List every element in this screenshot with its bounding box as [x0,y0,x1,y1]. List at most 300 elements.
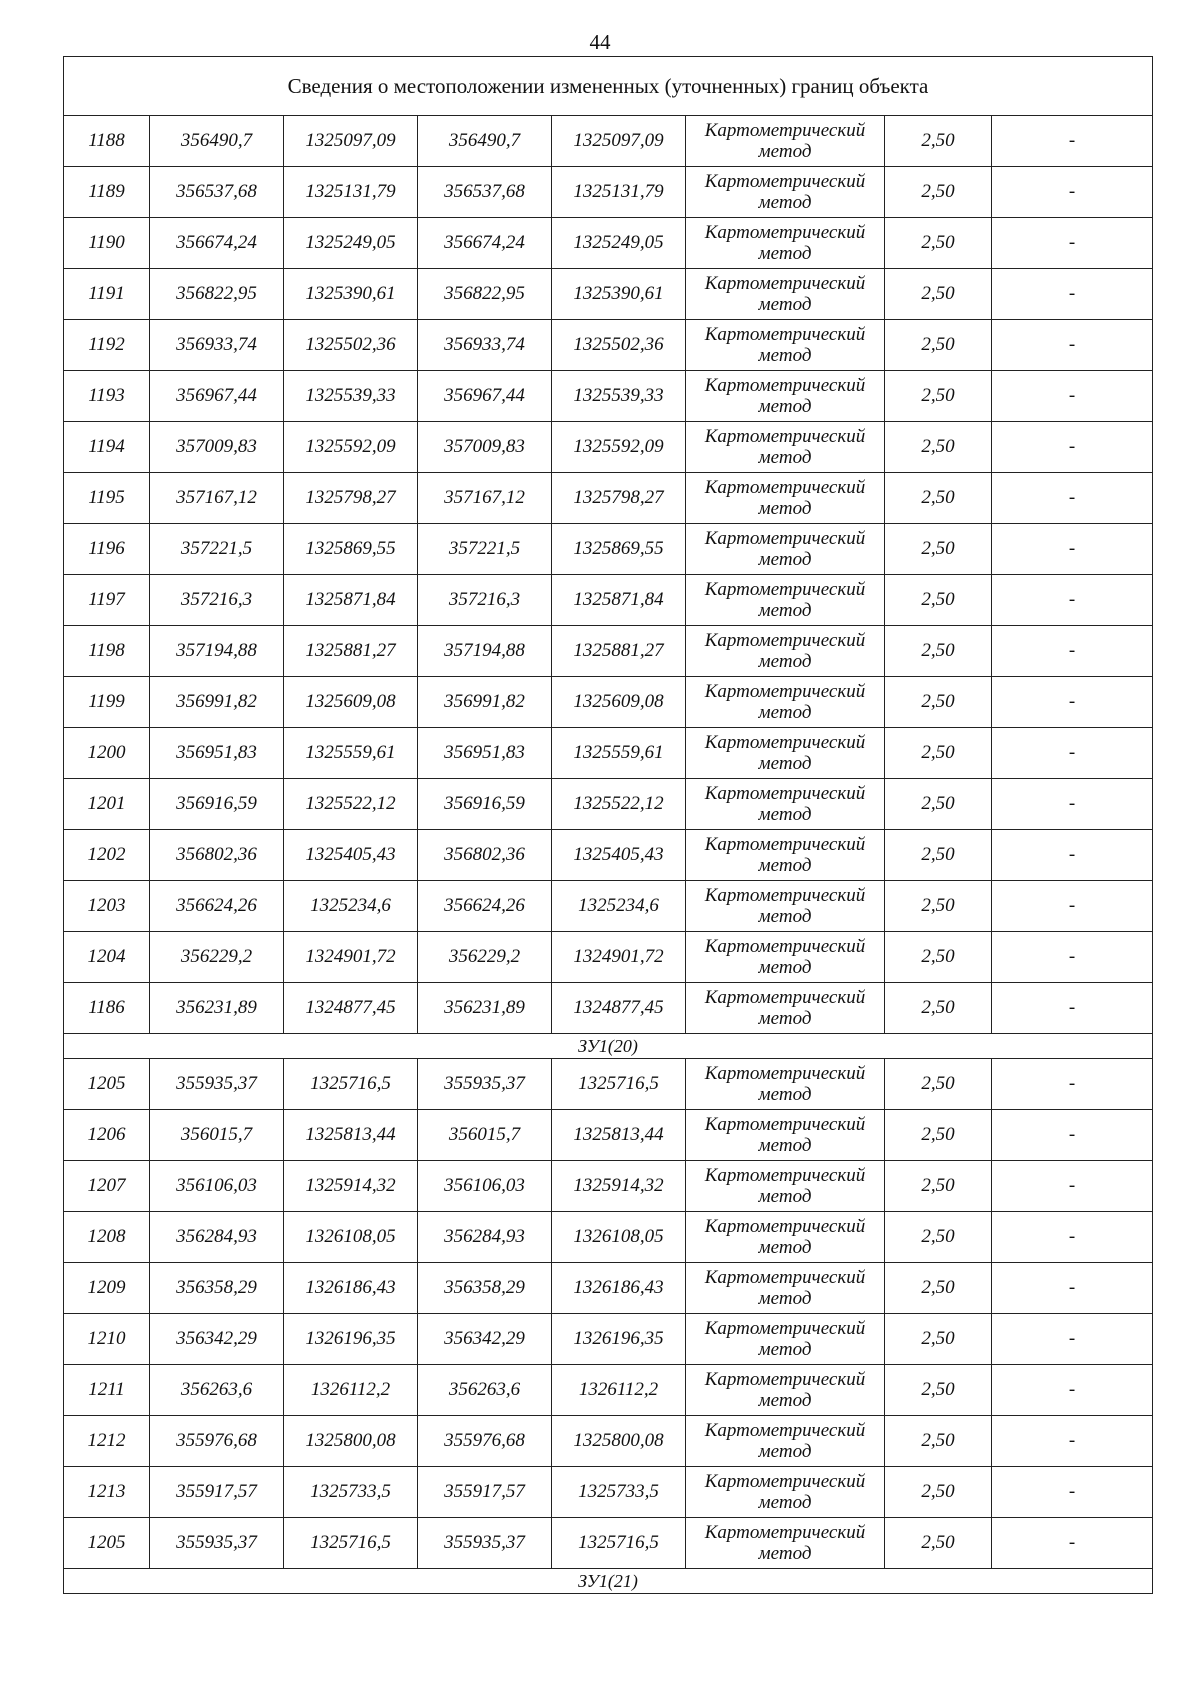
accuracy-cell: 2,50 [885,1416,992,1467]
new-y-cell: 1324901,72 [552,932,686,983]
new-x-cell: 356284,93 [418,1212,552,1263]
method-label-line1: Картометрический [704,783,866,804]
description-cell: - [992,779,1153,830]
method-label-line2: метод [758,141,812,162]
table-row [64,575,1153,626]
new-x-cell: 356358,29 [418,1263,552,1314]
method-label-line2: метод [758,1237,812,1258]
description-cell: - [992,116,1153,167]
new-y-cell: 1325559,61 [552,728,686,779]
new-x-cell: 356015,7 [418,1110,552,1161]
description-cell: - [992,167,1153,218]
method-label-line2: метод [758,1008,812,1029]
description-cell: - [992,575,1153,626]
point-number-cell: 1205 [64,1518,150,1569]
accuracy-cell: 2,50 [885,626,992,677]
table-row [64,1212,1153,1263]
method-label-line1: Картометрический [704,273,866,294]
new-y-cell: 1325234,6 [552,881,686,932]
method-label-line1: Картометрический [704,1420,866,1441]
new-x-cell: 356342,29 [418,1314,552,1365]
accuracy-cell: 2,50 [885,1314,992,1365]
table-row [64,320,1153,371]
accuracy-cell: 2,50 [885,1518,992,1569]
description-cell: - [992,1263,1153,1314]
table-row [64,779,1153,830]
description-cell: - [992,983,1153,1034]
method-label-line1: Картометрический [704,222,866,243]
description-cell: - [992,1161,1153,1212]
old-x-cell: 357221,5 [150,524,284,575]
section-label: ЗУ1(21) [64,1569,1153,1594]
point-number-cell: 1193 [64,371,150,422]
point-number-cell: 1211 [64,1365,150,1416]
point-number-cell: 1194 [64,422,150,473]
accuracy-cell: 2,50 [885,1365,992,1416]
old-y-cell: 1325871,84 [284,575,418,626]
new-x-cell: 357216,3 [418,575,552,626]
method-label-line2: метод [758,396,812,417]
method-cell [686,1416,885,1467]
accuracy-cell: 2,50 [885,779,992,830]
table-row [64,626,1153,677]
old-y-cell: 1325522,12 [284,779,418,830]
new-y-cell: 1325522,12 [552,779,686,830]
accuracy-cell: 2,50 [885,1059,992,1110]
old-y-cell: 1325609,08 [284,677,418,728]
new-y-cell: 1325869,55 [552,524,686,575]
table-row [64,1314,1153,1365]
method-cell [686,269,885,320]
point-number-cell: 1207 [64,1161,150,1212]
section-header-row [64,1034,1153,1059]
table-row [64,524,1153,575]
table-row [64,167,1153,218]
old-x-cell: 356674,24 [150,218,284,269]
point-number-cell: 1199 [64,677,150,728]
point-number-cell: 1202 [64,830,150,881]
method-label-line2: метод [758,906,812,927]
method-label-line2: метод [758,600,812,621]
method-label-line1: Картометрический [704,426,866,447]
description-cell: - [992,1416,1153,1467]
new-x-cell: 356951,83 [418,728,552,779]
method-label-line1: Картометрический [704,834,866,855]
method-label-line1: Картометрический [704,987,866,1008]
method-cell [686,779,885,830]
method-label-line1: Картометрический [704,1369,866,1390]
old-x-cell: 356229,2 [150,932,284,983]
point-number-cell: 1203 [64,881,150,932]
method-cell [686,932,885,983]
old-x-cell: 355976,68 [150,1416,284,1467]
new-y-cell: 1326186,43 [552,1263,686,1314]
table-row [64,1110,1153,1161]
old-y-cell: 1325869,55 [284,524,418,575]
method-label-line1: Картометрический [704,477,866,498]
old-y-cell: 1325733,5 [284,1467,418,1518]
description-cell: - [992,524,1153,575]
old-y-cell: 1325559,61 [284,728,418,779]
method-cell [686,728,885,779]
method-cell [686,167,885,218]
point-number-cell: 1205 [64,1059,150,1110]
new-y-cell: 1325914,32 [552,1161,686,1212]
method-label-line1: Картометрический [704,528,866,549]
table-row [64,1416,1153,1467]
description-cell: - [992,1314,1153,1365]
description-cell: - [992,1467,1153,1518]
new-x-cell: 355935,37 [418,1518,552,1569]
accuracy-cell: 2,50 [885,830,992,881]
description-cell: - [992,728,1153,779]
new-x-cell: 356991,82 [418,677,552,728]
method-cell [686,1365,885,1416]
old-y-cell: 1325914,32 [284,1161,418,1212]
method-label-line1: Картометрический [704,1318,866,1339]
table-row [64,269,1153,320]
accuracy-cell: 2,50 [885,932,992,983]
method-cell [686,218,885,269]
method-label-line1: Картометрический [704,732,866,753]
new-y-cell: 1325539,33 [552,371,686,422]
table-row [64,473,1153,524]
method-label-line1: Картометрический [704,579,866,600]
accuracy-cell: 2,50 [885,575,992,626]
point-number-cell: 1195 [64,473,150,524]
new-y-cell: 1325097,09 [552,116,686,167]
old-y-cell: 1324877,45 [284,983,418,1034]
method-label-line2: метод [758,1492,812,1513]
description-cell: - [992,677,1153,728]
table-title-row [64,57,1153,116]
old-y-cell: 1325405,43 [284,830,418,881]
description-cell: - [992,1059,1153,1110]
old-x-cell: 356015,7 [150,1110,284,1161]
description-cell: - [992,1365,1153,1416]
method-cell [686,473,885,524]
old-y-cell: 1325716,5 [284,1059,418,1110]
description-cell: - [992,473,1153,524]
method-label-line2: метод [758,192,812,213]
new-x-cell: 357194,88 [418,626,552,677]
accuracy-cell: 2,50 [885,320,992,371]
method-label-line2: метод [758,804,812,825]
description-cell: - [992,320,1153,371]
new-x-cell: 355976,68 [418,1416,552,1467]
method-label-line2: метод [758,1441,812,1462]
table-row [64,1467,1153,1518]
accuracy-cell: 2,50 [885,218,992,269]
table-row [64,830,1153,881]
old-y-cell: 1325800,08 [284,1416,418,1467]
new-y-cell: 1325800,08 [552,1416,686,1467]
old-x-cell: 356967,44 [150,371,284,422]
method-label-line1: Картометрический [704,120,866,141]
old-y-cell: 1325390,61 [284,269,418,320]
old-x-cell: 356490,7 [150,116,284,167]
old-y-cell: 1325539,33 [284,371,418,422]
old-x-cell: 356916,59 [150,779,284,830]
new-x-cell: 356490,7 [418,116,552,167]
accuracy-cell: 2,50 [885,881,992,932]
new-y-cell: 1325249,05 [552,218,686,269]
accuracy-cell: 2,50 [885,728,992,779]
point-number-cell: 1188 [64,116,150,167]
point-number-cell: 1210 [64,1314,150,1365]
new-x-cell: 356229,2 [418,932,552,983]
new-x-cell: 355935,37 [418,1059,552,1110]
method-label-line1: Картометрический [704,681,866,702]
old-x-cell: 356263,6 [150,1365,284,1416]
point-number-cell: 1200 [64,728,150,779]
old-x-cell: 355917,57 [150,1467,284,1518]
method-cell [686,1059,885,1110]
accuracy-cell: 2,50 [885,1212,992,1263]
method-cell [686,1212,885,1263]
method-label-line2: метод [758,1135,812,1156]
old-x-cell: 356358,29 [150,1263,284,1314]
new-y-cell: 1325716,5 [552,1059,686,1110]
point-number-cell: 1212 [64,1416,150,1467]
old-y-cell: 1326196,35 [284,1314,418,1365]
method-cell [686,1314,885,1365]
method-label-line2: метод [758,1186,812,1207]
old-x-cell: 356933,74 [150,320,284,371]
old-y-cell: 1325131,79 [284,167,418,218]
point-number-cell: 1190 [64,218,150,269]
accuracy-cell: 2,50 [885,116,992,167]
accuracy-cell: 2,50 [885,371,992,422]
table-row [64,932,1153,983]
point-number-cell: 1201 [64,779,150,830]
method-label-line1: Картометрический [704,375,866,396]
old-x-cell: 356951,83 [150,728,284,779]
new-x-cell: 355917,57 [418,1467,552,1518]
method-label-line1: Картометрический [704,885,866,906]
new-x-cell: 356933,74 [418,320,552,371]
accuracy-cell: 2,50 [885,1467,992,1518]
old-x-cell: 355935,37 [150,1059,284,1110]
table-row [64,1365,1153,1416]
method-cell [686,1110,885,1161]
method-label-line2: метод [758,498,812,519]
new-y-cell: 1325881,27 [552,626,686,677]
method-label-line1: Картометрический [704,1267,866,1288]
new-y-cell: 1325798,27 [552,473,686,524]
description-cell: - [992,1518,1153,1569]
method-label-line2: метод [758,1084,812,1105]
point-number-cell: 1191 [64,269,150,320]
new-y-cell: 1325716,5 [552,1518,686,1569]
table-row [64,422,1153,473]
method-label-line2: метод [758,243,812,264]
description-cell: - [992,830,1153,881]
table-row [64,677,1153,728]
new-x-cell: 356916,59 [418,779,552,830]
table-title: Сведения о местоположении измененных (уточненных) границ объекта [64,57,1153,116]
accuracy-cell: 2,50 [885,677,992,728]
new-y-cell: 1325502,36 [552,320,686,371]
new-y-cell: 1325871,84 [552,575,686,626]
method-cell [686,830,885,881]
method-cell [686,320,885,371]
accuracy-cell: 2,50 [885,167,992,218]
new-y-cell: 1325609,08 [552,677,686,728]
old-x-cell: 357009,83 [150,422,284,473]
method-cell [686,881,885,932]
accuracy-cell: 2,50 [885,1161,992,1212]
description-cell: - [992,1212,1153,1263]
point-number-cell: 1213 [64,1467,150,1518]
old-x-cell: 356342,29 [150,1314,284,1365]
new-y-cell: 1325813,44 [552,1110,686,1161]
table-row [64,983,1153,1034]
new-y-cell: 1325733,5 [552,1467,686,1518]
point-number-cell: 1204 [64,932,150,983]
method-cell [686,677,885,728]
coordinates-table [63,56,1153,1594]
page-number: 44 [589,30,611,54]
accuracy-cell: 2,50 [885,1263,992,1314]
method-cell [686,1161,885,1212]
old-x-cell: 356106,03 [150,1161,284,1212]
old-y-cell: 1325592,09 [284,422,418,473]
method-label-line1: Картометрический [704,1216,866,1237]
old-x-cell: 357167,12 [150,473,284,524]
method-label-line2: метод [758,702,812,723]
table-row [64,728,1153,779]
new-y-cell: 1325131,79 [552,167,686,218]
description-cell: - [992,269,1153,320]
method-label-line2: метод [758,1543,812,1564]
description-cell: - [992,218,1153,269]
old-x-cell: 356231,89 [150,983,284,1034]
accuracy-cell: 2,50 [885,983,992,1034]
method-label-line1: Картометрический [704,171,866,192]
old-y-cell: 1326108,05 [284,1212,418,1263]
accuracy-cell: 2,50 [885,524,992,575]
description-cell: - [992,881,1153,932]
new-x-cell: 356624,26 [418,881,552,932]
old-y-cell: 1325716,5 [284,1518,418,1569]
method-label-line2: метод [758,1339,812,1360]
new-x-cell: 356674,24 [418,218,552,269]
method-cell [686,371,885,422]
point-number-cell: 1198 [64,626,150,677]
old-x-cell: 356284,93 [150,1212,284,1263]
old-x-cell: 357216,3 [150,575,284,626]
table-row [64,1059,1153,1110]
method-label-line2: метод [758,753,812,774]
old-x-cell: 355935,37 [150,1518,284,1569]
point-number-cell: 1208 [64,1212,150,1263]
accuracy-cell: 2,50 [885,1110,992,1161]
method-label-line1: Картометрический [704,1063,866,1084]
description-cell: - [992,626,1153,677]
new-x-cell: 356231,89 [418,983,552,1034]
method-label-line1: Картометрический [704,1522,866,1543]
description-cell: - [992,1110,1153,1161]
old-y-cell: 1324901,72 [284,932,418,983]
new-x-cell: 356967,44 [418,371,552,422]
old-y-cell: 1325798,27 [284,473,418,524]
old-x-cell: 356822,95 [150,269,284,320]
method-label-line1: Картометрический [704,324,866,345]
new-x-cell: 357221,5 [418,524,552,575]
point-number-cell: 1192 [64,320,150,371]
old-y-cell: 1325097,09 [284,116,418,167]
method-label-line2: метод [758,1288,812,1309]
method-label-line2: метод [758,1390,812,1411]
table-row [64,1518,1153,1569]
point-number-cell: 1196 [64,524,150,575]
new-x-cell: 357167,12 [418,473,552,524]
method-label-line1: Картометрический [704,1114,866,1135]
method-cell [686,1518,885,1569]
old-x-cell: 357194,88 [150,626,284,677]
old-y-cell: 1325502,36 [284,320,418,371]
method-cell [686,1467,885,1518]
new-y-cell: 1324877,45 [552,983,686,1034]
method-label-line2: метод [758,957,812,978]
method-label-line1: Картометрический [704,630,866,651]
old-x-cell: 356991,82 [150,677,284,728]
point-number-cell: 1186 [64,983,150,1034]
point-number-cell: 1189 [64,167,150,218]
new-y-cell: 1326196,35 [552,1314,686,1365]
new-y-cell: 1325405,43 [552,830,686,881]
old-x-cell: 356802,36 [150,830,284,881]
old-y-cell: 1326112,2 [284,1365,418,1416]
accuracy-cell: 2,50 [885,473,992,524]
point-number-cell: 1206 [64,1110,150,1161]
section-header-row [64,1569,1153,1594]
old-x-cell: 356537,68 [150,167,284,218]
old-x-cell: 356624,26 [150,881,284,932]
table-row [64,116,1153,167]
new-x-cell: 356537,68 [418,167,552,218]
method-cell [686,422,885,473]
method-cell [686,116,885,167]
description-cell: - [992,371,1153,422]
method-cell [686,1263,885,1314]
method-label-line2: метод [758,345,812,366]
new-y-cell: 1326112,2 [552,1365,686,1416]
method-label-line2: метод [758,651,812,672]
method-label-line2: метод [758,447,812,468]
accuracy-cell: 2,50 [885,269,992,320]
method-label-line1: Картометрический [704,936,866,957]
table-row [64,1263,1153,1314]
old-y-cell: 1325813,44 [284,1110,418,1161]
old-y-cell: 1325249,05 [284,218,418,269]
accuracy-cell: 2,50 [885,422,992,473]
old-y-cell: 1325881,27 [284,626,418,677]
method-label-line1: Картометрический [704,1471,866,1492]
point-number-cell: 1197 [64,575,150,626]
new-y-cell: 1326108,05 [552,1212,686,1263]
table-row [64,881,1153,932]
old-y-cell: 1325234,6 [284,881,418,932]
table-row [64,218,1153,269]
new-x-cell: 356106,03 [418,1161,552,1212]
description-cell: - [992,422,1153,473]
method-label-line2: метод [758,294,812,315]
new-x-cell: 356822,95 [418,269,552,320]
point-number-cell: 1209 [64,1263,150,1314]
new-y-cell: 1325390,61 [552,269,686,320]
